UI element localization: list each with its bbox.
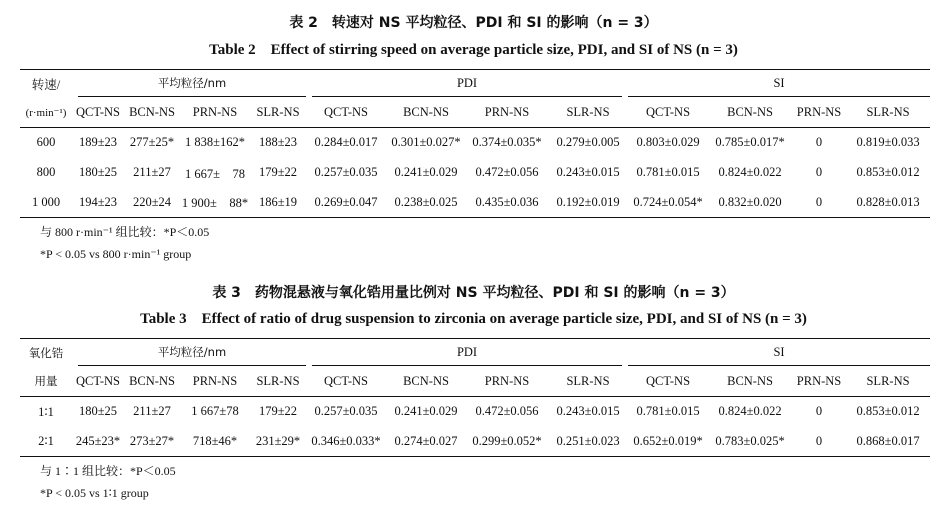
table-row <box>20 188 930 218</box>
table-cell: 231±29* <box>250 427 306 457</box>
table-cell: 0.803±0.029 <box>636 135 700 150</box>
table3-note-cn: 与 1∶1 组比较：*P＜0.05 <box>40 464 176 478</box>
table-cell: 0.238±0.025 <box>386 188 466 218</box>
table-cell: 186±19 <box>250 188 306 218</box>
col-header: PRN-NS <box>180 98 250 128</box>
table-cell: 0 <box>815 404 823 419</box>
col-header: PRN-NS <box>180 367 250 397</box>
rowhead-line1: 转速/ <box>20 70 72 98</box>
col-header: QCT-NS <box>306 98 386 128</box>
table-cell: 277±25* <box>129 135 175 150</box>
table-cell: 0.435±0.036 <box>466 188 548 218</box>
table-cell: 0 <box>815 165 823 179</box>
rowhead-line2: (r·min⁻¹) <box>20 98 72 128</box>
row-label: 1∶1 <box>38 404 54 419</box>
table-cell: 0.781±0.015 <box>636 404 700 419</box>
table-cell: 0.783±0.025* <box>708 427 792 457</box>
table-cell: 211±27 <box>133 404 171 419</box>
table2-note-en: *P < 0.05 vs 800 r·min⁻¹ group <box>40 247 192 261</box>
col-header: PRN-NS <box>466 367 548 397</box>
table-cell: 273±27* <box>124 427 180 457</box>
table2-caption-cn: 表 2 转速对 NS 平均粒径、PDI 和 SI 的影响（n = 3） <box>289 15 658 31</box>
table-cell: 0.279±0.005 <box>556 135 620 150</box>
table3-caption-cn: 表 3 药物混悬液与氧化锆用量比例对 NS 平均粒径、PDI 和 SI 的影响（n = 3） <box>212 285 735 301</box>
group-header-size: 平均粒径/nm <box>78 70 306 97</box>
row-label: 800 <box>36 165 56 179</box>
table-cell: 0.652±0.019* <box>628 427 708 457</box>
col-header: BCN-NS <box>386 367 466 397</box>
table-cell: 718±46* <box>180 427 250 457</box>
table-cell: 179±22 <box>258 165 298 179</box>
table-cell: 0.257±0.035 <box>314 165 378 179</box>
table-cell: 0.724±0.054* <box>628 188 708 218</box>
table-cell: 189±23 <box>78 135 118 150</box>
table-cell: 0 <box>815 135 823 150</box>
col-header: QCT-NS <box>72 367 124 397</box>
table2-note-cn: 与 800 r·min⁻¹ 组比较：*P＜0.05 <box>40 225 210 239</box>
table-cell: 0.853±0.012 <box>856 404 920 419</box>
col-header: BCN-NS <box>124 98 180 128</box>
table3-note-en: *P < 0.05 vs 1∶1 group <box>40 486 149 500</box>
table-cell: 220±24 <box>124 188 180 218</box>
table-cell: 0.269±0.047 <box>306 188 386 218</box>
table-cell: 0 <box>792 427 846 457</box>
row-label: 1 000 <box>20 188 72 218</box>
table-cell: 0.274±0.027 <box>386 427 466 457</box>
col-header: QCT-NS <box>306 367 386 397</box>
rowhead-line2: 用量 <box>20 367 72 397</box>
table-cell: 0.241±0.029 <box>394 404 458 419</box>
table-row <box>20 427 930 457</box>
table-cell: 1 667±78 <box>191 404 239 419</box>
col-header: SLR-NS <box>250 367 306 397</box>
col-header: BCN-NS <box>124 367 180 397</box>
table3-caption-en: Table 3 Effect of ratio of drug suspension to zirconia on average particle size, PDI, and SI of NS (n = 3) <box>140 311 807 327</box>
table2 <box>20 69 930 218</box>
group-header-si: SI <box>628 70 930 97</box>
table-cell: 179±22 <box>258 404 298 419</box>
table-cell: 1 667± 78 <box>185 166 245 181</box>
table-cell: 0.853±0.012 <box>856 165 920 179</box>
table-cell: 188±23 <box>258 135 298 150</box>
table-cell: 0.781±0.015 <box>636 165 700 179</box>
col-header: SLR-NS <box>846 367 930 397</box>
group-header-size: 平均粒径/nm <box>78 339 306 366</box>
group-header-si: SI <box>628 339 930 366</box>
table-cell: 0.243±0.015 <box>556 404 620 419</box>
table-cell: 0.301±0.027* <box>391 135 461 150</box>
table-cell: 0.828±0.013 <box>846 188 930 218</box>
table-row <box>20 128 930 158</box>
table-cell: 0.257±0.035 <box>314 404 378 419</box>
table-cell: 0.785±0.017* <box>715 135 785 150</box>
table-cell: 0.284±0.017 <box>314 135 378 150</box>
table-cell: 211±27 <box>133 165 171 179</box>
col-header: QCT-NS <box>72 98 124 128</box>
col-header: QCT-NS <box>628 367 708 397</box>
table-cell: 0.819±0.033 <box>856 135 920 150</box>
table-cell: 180±25 <box>78 404 118 419</box>
table-row <box>20 397 930 427</box>
col-header: BCN-NS <box>708 367 792 397</box>
table-cell: 0.243±0.015 <box>556 165 620 179</box>
col-header: SLR-NS <box>250 98 306 128</box>
table-cell: 0.824±0.022 <box>718 165 782 179</box>
table-cell: 0.472±0.056 <box>475 165 539 179</box>
col-header: PRN-NS <box>792 367 846 397</box>
row-label: 600 <box>36 135 56 150</box>
row-label: 2∶1 <box>20 427 72 457</box>
col-header: BCN-NS <box>386 98 466 128</box>
table-cell: 0 <box>792 188 846 218</box>
group-header-pdi: PDI <box>312 70 622 97</box>
col-header: QCT-NS <box>628 98 708 128</box>
table-cell: 0.251±0.023 <box>548 427 628 457</box>
col-header: PRN-NS <box>466 98 548 128</box>
table-cell: 0.241±0.029 <box>394 165 458 179</box>
col-header: SLR-NS <box>548 98 628 128</box>
table3 <box>20 338 930 457</box>
table-cell: 0.832±0.020 <box>708 188 792 218</box>
table-cell: 0.868±0.017 <box>846 427 930 457</box>
table-cell: 0.374±0.035* <box>472 135 542 150</box>
table-cell: 0.824±0.022 <box>718 404 782 419</box>
table-cell: 0.299±0.052* <box>466 427 548 457</box>
table-cell: 1 838±162* <box>185 135 245 150</box>
group-header-pdi: PDI <box>312 339 622 366</box>
table-cell: 180±25 <box>78 165 118 179</box>
col-header: SLR-NS <box>548 367 628 397</box>
col-header: PRN-NS <box>792 98 846 128</box>
table-cell: 0.192±0.019 <box>548 188 628 218</box>
table2-caption-en: Table 2 Effect of stirring speed on average particle size, PDI, and SI of NS (n = 3) <box>209 42 738 58</box>
table-cell: 0.346±0.033* <box>306 427 386 457</box>
table-cell: 0.472±0.056 <box>475 404 539 419</box>
col-header: BCN-NS <box>708 98 792 128</box>
table-row <box>20 158 930 188</box>
rowhead-line1: 氧化锆 <box>20 339 72 367</box>
table-cell: 194±23 <box>72 188 124 218</box>
table-cell: 245±23* <box>72 427 124 457</box>
col-header: SLR-NS <box>846 98 930 128</box>
table-cell: 1 900± 88* <box>180 188 250 218</box>
